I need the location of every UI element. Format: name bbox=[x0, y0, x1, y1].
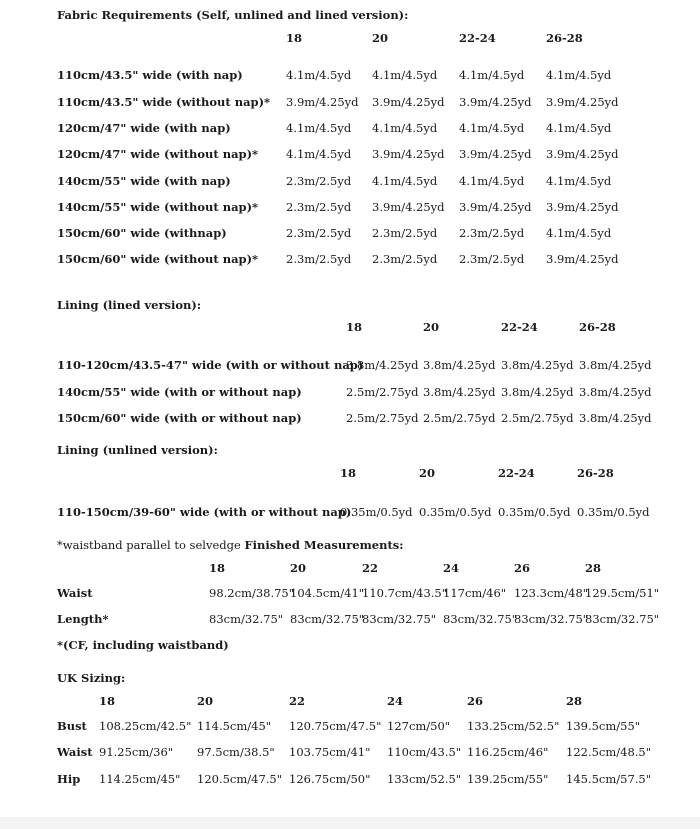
lining-lined-row-label: 110-120cm/43.5-47" wide (with or without nap) bbox=[57, 358, 364, 372]
finished-cell: 83cm/32.75" bbox=[514, 612, 589, 626]
fabric-size-header: 22-24 bbox=[459, 31, 496, 45]
lining-lined-cell: 2.5m/2.75yd bbox=[346, 385, 419, 399]
finished-cell: 83cm/32.75" bbox=[443, 612, 518, 626]
fabric-cell: 4.1m/4.5yd bbox=[546, 121, 612, 135]
fabric-cell: 3.9m/4.25yd bbox=[459, 200, 532, 214]
uk-size-header: 28 bbox=[566, 694, 583, 708]
fabric-cell: 4.1m/4.5yd bbox=[372, 174, 438, 188]
uk-cell: 114.5cm/45" bbox=[197, 719, 272, 733]
lining-unlined-title: Lining (unlined version): bbox=[57, 443, 218, 457]
fabric-cell: 2.3m/2.5yd bbox=[372, 252, 438, 266]
uk-cell: 116.25cm/46" bbox=[467, 745, 549, 759]
fabric-cell: 3.9m/4.25yd bbox=[372, 147, 445, 161]
lining-unlined-size-header: 18 bbox=[340, 466, 357, 480]
finished-cell: 110.7cm/43.5" bbox=[362, 586, 448, 600]
finished-cell: 98.2cm/38.75" bbox=[209, 586, 295, 600]
fabric-size-header: 18 bbox=[286, 31, 303, 45]
fabric-row-label: 140cm/55" wide (without nap)* bbox=[57, 200, 259, 214]
uk-cell: 126.75cm/50" bbox=[289, 772, 371, 786]
uk-cell: 139.25cm/55" bbox=[467, 772, 549, 786]
fabric-row-label: 110cm/43.5" wide (without nap)* bbox=[57, 95, 271, 109]
lining-lined-row-label: 150cm/60" wide (with or without nap) bbox=[57, 411, 302, 425]
fabric-section-title: Fabric Requirements (Self, unlined and lined version): bbox=[57, 8, 409, 22]
uk-section-title: UK Sizing: bbox=[57, 671, 126, 685]
lining-lined-cell: 2.5m/2.75yd bbox=[346, 411, 419, 425]
lining-lined-size-header: 20 bbox=[423, 320, 440, 334]
fabric-cell: 3.9m/4.25yd bbox=[546, 95, 619, 109]
fabric-cell: 3.9m/4.25yd bbox=[546, 200, 619, 214]
uk-size-header: 24 bbox=[387, 694, 404, 708]
lining-lined-cell: 3.8m/4.25yd bbox=[501, 358, 574, 372]
uk-row-label: Waist bbox=[57, 745, 93, 759]
lining-lined-cell: 3.8m/4.25yd bbox=[423, 385, 496, 399]
uk-cell: 108.25cm/42.5" bbox=[99, 719, 192, 733]
finished-size-header: 24 bbox=[443, 561, 460, 575]
finished-size-header: 26 bbox=[514, 561, 531, 575]
lining-lined-cell: 2.5m/2.75yd bbox=[501, 411, 574, 425]
finished-row-label: Length* bbox=[57, 612, 109, 626]
uk-size-header: 20 bbox=[197, 694, 214, 708]
uk-cell: 127cm/50" bbox=[387, 719, 451, 733]
lining-lined-cell: 3.8m/4.25yd bbox=[579, 385, 652, 399]
fabric-row-label: 110cm/43.5" wide (with nap) bbox=[57, 68, 243, 82]
finished-cell: 83cm/32.75" bbox=[585, 612, 660, 626]
fabric-cell: 4.1m/4.5yd bbox=[372, 121, 438, 135]
fabric-cell: 4.1m/4.5yd bbox=[546, 174, 612, 188]
uk-cell: 97.5cm/38.5" bbox=[197, 745, 275, 759]
finished-size-header: 20 bbox=[290, 561, 307, 575]
bottom-edge bbox=[0, 817, 700, 829]
uk-cell: 103.75cm/41" bbox=[289, 745, 371, 759]
fabric-cell: 4.1m/4.5yd bbox=[546, 226, 612, 240]
lining-unlined-cell: 0.35m/0.5yd bbox=[340, 505, 413, 519]
fabric-cell: 3.9m/4.25yd bbox=[459, 147, 532, 161]
uk-cell: 114.25cm/45" bbox=[99, 772, 181, 786]
finished-size-header: 18 bbox=[209, 561, 226, 575]
finished-size-header: 22 bbox=[362, 561, 379, 575]
finished-cell: 104.5cm/41" bbox=[290, 586, 365, 600]
lining-lined-cell: 3.8m/4.25yd bbox=[579, 411, 652, 425]
finished-cell: 83cm/32.75" bbox=[209, 612, 284, 626]
fabric-size-header: 26-28 bbox=[546, 31, 583, 45]
fabric-row-label: 120cm/47" wide (without nap)* bbox=[57, 147, 259, 161]
lining-lined-cell: 3.8m/4.25yd bbox=[423, 358, 496, 372]
lining-unlined-cell: 0.35m/0.5yd bbox=[577, 505, 650, 519]
lining-lined-size-header: 22-24 bbox=[501, 320, 538, 334]
uk-cell: 120.5cm/47.5" bbox=[197, 772, 283, 786]
fabric-cell: 2.3m/2.5yd bbox=[372, 226, 438, 240]
lining-unlined-size-header: 22-24 bbox=[498, 466, 535, 480]
fabric-cell: 4.1m/4.5yd bbox=[372, 68, 438, 82]
fabric-cell: 3.9m/4.25yd bbox=[286, 95, 359, 109]
fabric-cell: 2.3m/2.5yd bbox=[286, 226, 352, 240]
lining-lined-cell: 3.8m/4.25yd bbox=[346, 358, 419, 372]
finished-size-header: 28 bbox=[585, 561, 602, 575]
uk-row-label: Bust bbox=[57, 719, 87, 733]
finished-cell: 129.5cm/51" bbox=[585, 586, 660, 600]
finished-row-label: Waist bbox=[57, 586, 93, 600]
finished-footnote: *(CF, including waistband) bbox=[57, 638, 229, 652]
fabric-row-label: 150cm/60" wide (withnap) bbox=[57, 226, 227, 240]
lining-lined-cell: 3.8m/4.25yd bbox=[501, 385, 574, 399]
lining-unlined-cell: 0.35m/0.5yd bbox=[498, 505, 571, 519]
finished-section-title: Finished Measurements: bbox=[244, 538, 404, 552]
uk-cell: 139.5cm/55" bbox=[566, 719, 641, 733]
lining-lined-cell: 3.8m/4.25yd bbox=[579, 358, 652, 372]
fabric-cell: 3.9m/4.25yd bbox=[546, 147, 619, 161]
fabric-cell: 4.1m/4.5yd bbox=[459, 68, 525, 82]
lining-unlined-row-label: 110-150cm/39-60" wide (with or without nap) bbox=[57, 505, 352, 519]
lining-lined-size-header: 26-28 bbox=[579, 320, 616, 334]
fabric-cell: 4.1m/4.5yd bbox=[286, 68, 352, 82]
finished-cell: 123.3cm/48" bbox=[514, 586, 589, 600]
waistband-note-text: *waistband parallel to selvedge bbox=[57, 538, 241, 552]
lining-lined-row-label: 140cm/55" wide (with or without nap) bbox=[57, 385, 302, 399]
fabric-row-label: 120cm/47" wide (with nap) bbox=[57, 121, 231, 135]
fabric-cell: 3.9m/4.25yd bbox=[372, 95, 445, 109]
fabric-cell: 2.3m/2.5yd bbox=[286, 174, 352, 188]
finished-cell: 83cm/32.75" bbox=[290, 612, 365, 626]
uk-cell: 91.25cm/36" bbox=[99, 745, 174, 759]
fabric-cell: 3.9m/4.25yd bbox=[459, 95, 532, 109]
waistband-note bbox=[57, 538, 403, 552]
uk-size-header: 18 bbox=[99, 694, 116, 708]
lining-lined-size-header: 18 bbox=[346, 320, 363, 334]
fabric-cell: 2.3m/2.5yd bbox=[286, 200, 352, 214]
fabric-cell: 4.1m/4.5yd bbox=[546, 68, 612, 82]
uk-size-header: 26 bbox=[467, 694, 484, 708]
fabric-cell: 4.1m/4.5yd bbox=[459, 174, 525, 188]
lining-unlined-size-header: 20 bbox=[419, 466, 436, 480]
uk-size-header: 22 bbox=[289, 694, 306, 708]
fabric-cell: 4.1m/4.5yd bbox=[286, 121, 352, 135]
finished-cell: 117cm/46" bbox=[443, 586, 507, 600]
uk-cell: 122.5cm/48.5" bbox=[566, 745, 652, 759]
uk-cell: 145.5cm/57.5" bbox=[566, 772, 652, 786]
uk-cell: 120.75cm/47.5" bbox=[289, 719, 382, 733]
finished-cell: 83cm/32.75" bbox=[362, 612, 437, 626]
lining-unlined-cell: 0.35m/0.5yd bbox=[419, 505, 492, 519]
uk-cell: 110cm/43.5" bbox=[387, 745, 462, 759]
uk-row-label: Hip bbox=[57, 772, 81, 786]
fabric-cell: 2.3m/2.5yd bbox=[459, 226, 525, 240]
fabric-row-label: 140cm/55" wide (with nap) bbox=[57, 174, 231, 188]
lining-lined-cell: 2.5m/2.75yd bbox=[423, 411, 496, 425]
fabric-size-header: 20 bbox=[372, 31, 389, 45]
lining-lined-title: Lining (lined version): bbox=[57, 298, 202, 312]
fabric-cell: 3.9m/4.25yd bbox=[546, 252, 619, 266]
fabric-row-label: 150cm/60" wide (without nap)* bbox=[57, 252, 259, 266]
lining-unlined-size-header: 26-28 bbox=[577, 466, 614, 480]
uk-cell: 133cm/52.5" bbox=[387, 772, 462, 786]
fabric-cell: 3.9m/4.25yd bbox=[372, 200, 445, 214]
uk-cell: 133.25cm/52.5" bbox=[467, 719, 560, 733]
fabric-cell: 2.3m/2.5yd bbox=[459, 252, 525, 266]
fabric-cell: 2.3m/2.5yd bbox=[286, 252, 352, 266]
fabric-cell: 4.1m/4.5yd bbox=[459, 121, 525, 135]
fabric-cell: 4.1m/4.5yd bbox=[286, 147, 352, 161]
